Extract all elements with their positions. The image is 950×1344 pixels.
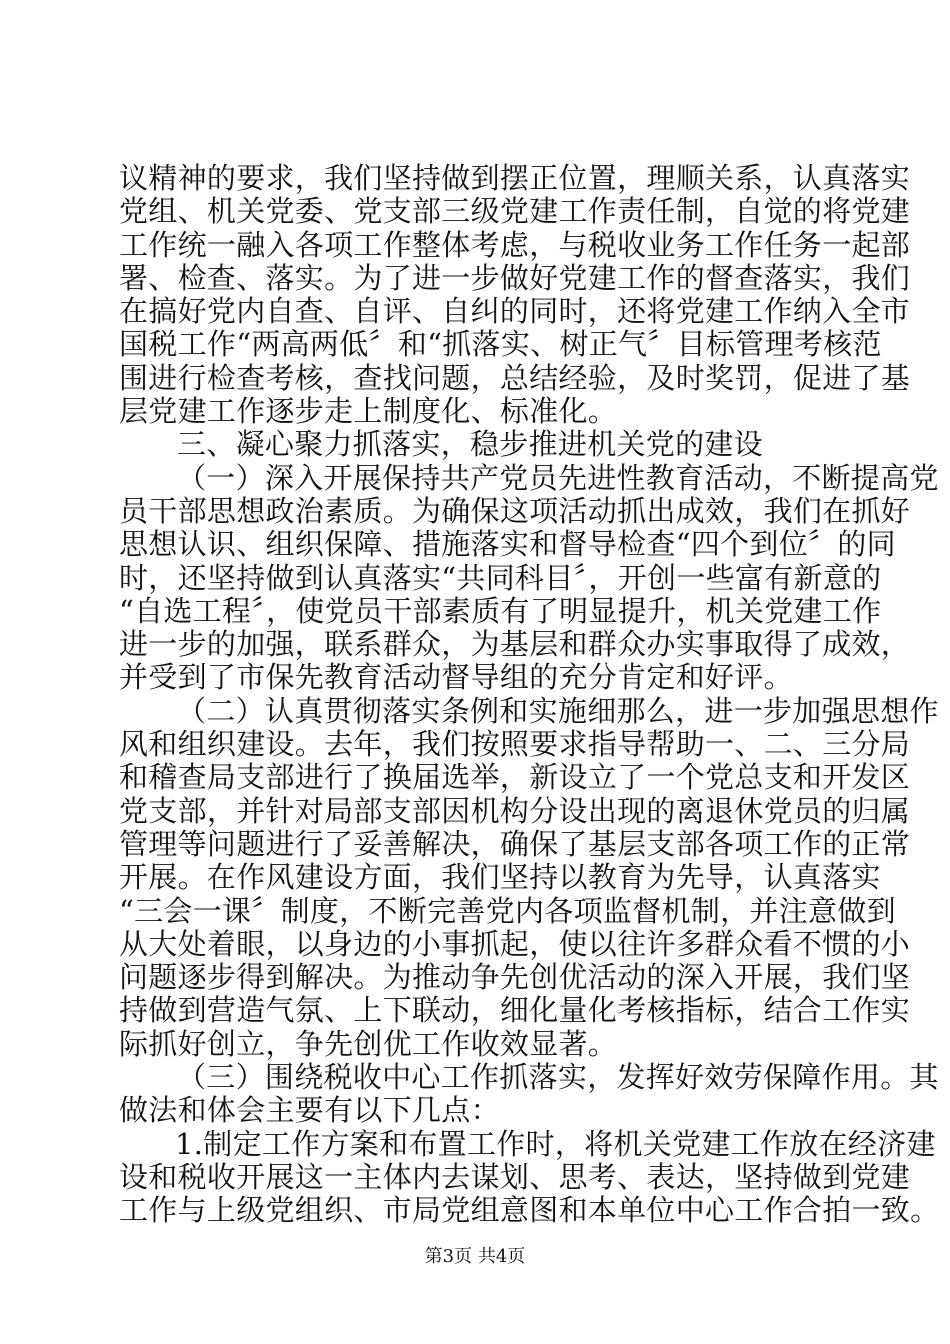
text-line: 员干部思想政治素质。为确保这项活动抓出成效，我们在抓好 bbox=[119, 493, 911, 528]
text-line: 际抓好创立，争先创优工作收效显著。 bbox=[119, 1026, 618, 1061]
page-number: 第3页 共4页 bbox=[424, 1246, 526, 1267]
text-line: 层党建工作逐步走上制度化、标准化。 bbox=[119, 394, 618, 429]
text-line: （二）认真贯彻落实条例和实施细那么，进一步加强思想作 bbox=[177, 693, 939, 728]
text-line: 在搞好党内自查、自评、自纠的同时，还将党建工作纳入全市 bbox=[119, 294, 911, 329]
text-line: 从大处着眼，以身边的小事抓起，使以往许多群众看不惯的小 bbox=[119, 926, 911, 961]
document-body bbox=[119, 161, 940, 1228]
text-line: 思想认识、组织保障、措施落实和督导检查“四个到位〞的同 bbox=[119, 527, 896, 562]
text-line: “三会一课〞制度，不断完善党内各项监督机制，并注意做到 bbox=[119, 893, 896, 928]
text-line: “自选工程〞，使党员干部素质有了明显提升，机关党建工作 bbox=[119, 593, 882, 628]
text-line: 设和税收开展这一主体内去谋划、思考、表达，坚持做到党建 bbox=[119, 1159, 911, 1194]
text-line: 开展。在作风建设方面，我们坚持以教育为先导，认真落实 bbox=[119, 860, 881, 895]
text-line: 1.制定工作方案和布置工作时，将机关党建工作放在经济建 bbox=[175, 1126, 936, 1161]
text-line: 风和组织建设。去年，我们按照要求指导帮助一、二、三分局 bbox=[119, 727, 911, 762]
text-line: 党组、机关党委、党支部三级党建工作责任制，自觉的将党建 bbox=[119, 194, 911, 229]
text-line: 工作统一融入各项工作整体考虑，与税收业务工作任务一起部 bbox=[119, 227, 911, 262]
text-line: 和稽查局支部进行了换届选举，新设立了一个党总支和开发区 bbox=[119, 760, 911, 795]
text-line: 议精神的要求，我们坚持做到摆正位置，理顺关系，认真落实 bbox=[119, 161, 911, 195]
text-line: （一）深入开展保持共产党员先进性教育活动，不断提高党 bbox=[177, 460, 939, 495]
text-line: 国税工作“两高两低〞和“抓落实、树正气〞目标管理考核范 bbox=[119, 327, 882, 362]
text-line: （三）围绕税收中心工作抓落实，发挥好效劳保障作用。其 bbox=[177, 1060, 939, 1095]
section-heading: 三、凝心聚力抓落实，稳步推进机关党的建设 bbox=[177, 427, 764, 462]
text-line: 做法和体会主要有以下几点： bbox=[119, 1093, 500, 1128]
text-line: 进一步的加强，联系群众，为基层和群众办实事取得了成效， bbox=[119, 627, 911, 662]
text-line: 围进行检查考核，查找问题，总结经验，及时奖罚，促进了基 bbox=[119, 360, 911, 395]
text-line: 工作与上级党组织、市局党组意图和本单位中心工作合拍一致。 bbox=[119, 1193, 940, 1228]
text-line: 党支部，并针对局部支部因机构分设出现的离退休党员的归属 bbox=[119, 793, 911, 828]
page-footer bbox=[0, 1246, 950, 1268]
text-line: 时，还坚持做到认真落实“共同科目〞，开创一些富有新意的 bbox=[119, 560, 882, 595]
text-line: 问题逐步得到解决。为推动争先创优活动的深入开展，我们坚 bbox=[119, 960, 911, 995]
text-line: 管理等问题进行了妥善解决，确保了基层支部各项工作的正常 bbox=[119, 826, 911, 861]
text-line: 持做到营造气氛、上下联动，细化量化考核指标，结合工作实 bbox=[119, 993, 911, 1028]
text-line: 署、检查、落实。为了进一步做好党建工作的督查落实，我们 bbox=[119, 260, 911, 295]
text-line: 并受到了市保先教育活动督导组的充分肯定和好评。 bbox=[119, 660, 793, 695]
